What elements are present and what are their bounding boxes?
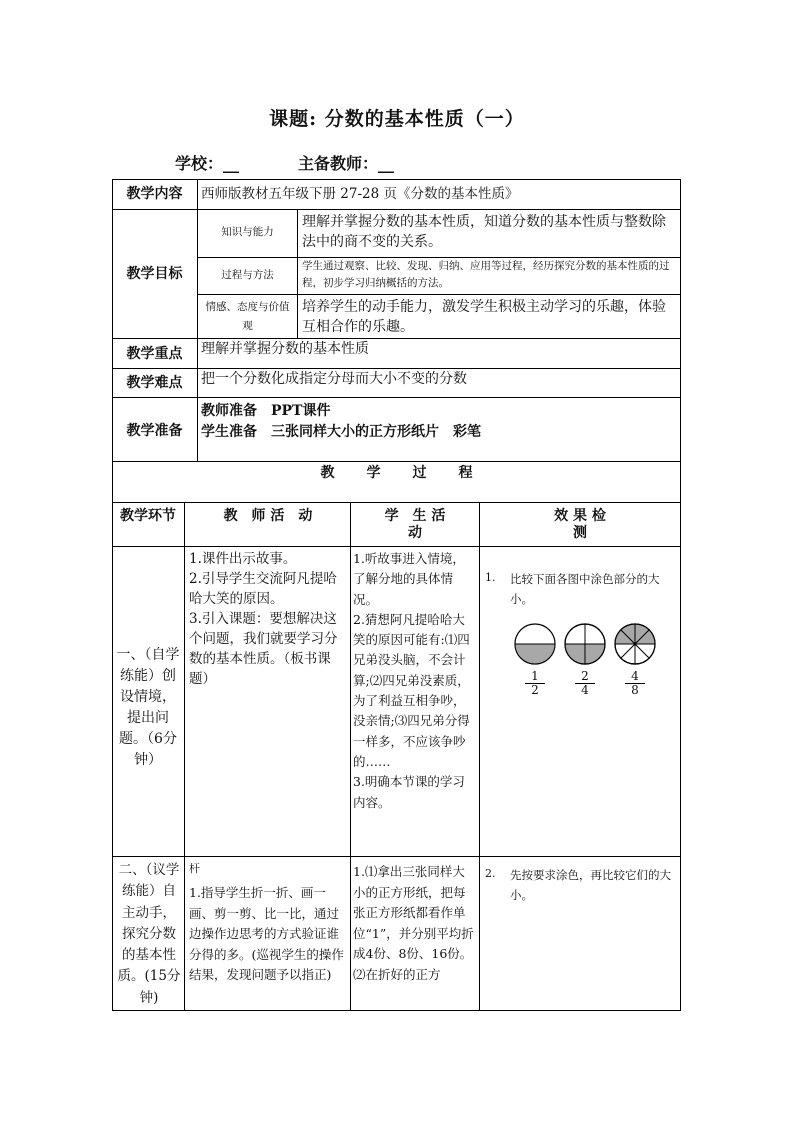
stage-1-check-number: 1. (485, 571, 496, 584)
difficulty-label: 教学难点 (126, 375, 183, 391)
page-title: 课题: 分数的基本性质（一） (269, 108, 525, 130)
key-point-value: 理解并掌握分数的基本性质 (201, 341, 369, 357)
stage-2-check-number: 2. (485, 867, 496, 880)
fraction-figures (510, 622, 680, 666)
stage-1-label: 一、（自学练能）创设情境，提出问题。（6分钟） (116, 647, 180, 768)
prep-label: 教学准备 (126, 423, 183, 439)
stage-1-teacher-activity: 1.课件出示故事。 2.引导学生交流阿凡提哈哈大笑的原因。 3.引入课题：要想解决这个问题，我们就要学习分数的基本性质。（板书课题） (189, 551, 338, 687)
lesson-plan-table (112, 179, 681, 1011)
stage-1-student-activity: 1.听故事进入情境，了解分地的具体情况。 2.猜想阿凡提哈哈大笑的原因可能有:⑴四兄弟没头脑，不会计算;⑵四兄弟没素质，为了利益互相争吵，没亲情;⑶四兄弟分得一样多，不应该争吵的…… 3.明确本节课的学习内容。 (353, 551, 470, 810)
difficulty-value: 把一个分数化成指定分母而大小不变的分数 (201, 371, 467, 387)
circle-half-figure (515, 624, 555, 664)
stage-1-check-text: 比较下面各图中涂色部分的大小。 (510, 572, 660, 606)
process-title: 教学过程 (320, 465, 505, 481)
fraction-4-8: $\frac{4}{8}$ (625, 670, 645, 697)
stage-2-check-text: 先按要求涂色，再比较它们的大小。 (510, 868, 671, 902)
content-value: 西师版教材五年级下册 27-28 页《分数的基本性质》 (201, 186, 519, 202)
key-point-label: 教学重点 (126, 346, 183, 362)
col-stage-header: 教学环节 (120, 508, 176, 524)
lead-teacher-field: 主备教师：__ (298, 154, 395, 173)
circle-quarters-figure (565, 624, 605, 664)
col-student-header: 学 生 活 动 (384, 508, 460, 541)
prep-student: 学生准备 三张同样大小的正方形纸片 彩笔 (201, 424, 481, 440)
fraction-1-2: $\frac{1}{2}$ (525, 670, 545, 697)
stage-2-label: 二、（议学练能）自主动手，探究分数的基本性质。(15分钟) (117, 862, 181, 1006)
goal-process-text: 学生通过观察、比较、发现、归纳、应用等过程，经历探究分数的基本性质的过程，初步学习归纳概括的方法。 (302, 260, 670, 289)
goal-knowledge-label: 知识与能力 (221, 226, 274, 238)
goal-process-label: 过程与方法 (221, 269, 274, 281)
circle-eighths-figure (615, 624, 655, 664)
goal-knowledge-text: 理解并掌握分数的基本性质，知道分数的基本性质与整数除法中的商不变的关系。 (302, 214, 666, 250)
goal-attitude-label: 情感、态度与价值观 (205, 301, 290, 332)
prep-teacher: 教师准备 PPT课件 (201, 403, 331, 419)
stage-2-teacher-mark: 杆 (189, 862, 200, 875)
goal-attitude-text: 培养学生的动手能力，激发学生积极主动学习的乐趣，体验互相合作的乐趣。 (302, 299, 666, 335)
fraction-2-4: $\frac{2}{4}$ (575, 670, 595, 697)
col-teacher-header: 教 师 活 动 (223, 508, 313, 524)
goals-label: 教学目标 (126, 266, 183, 282)
school-field: 学校：__ (175, 154, 240, 173)
stage-2-student-activity: 1.⑴拿出三张同样大小的正方形纸，把每张正方形纸都看作单位“1”，并分别平均折成4份、8份、16份。 ⑵在折好的正方 (353, 864, 474, 982)
stage-2-teacher-activity: 1.指导学生折一折、画一画、剪一剪、比一比，通过边操作边思考的方式验证谁分得的多。(巡视学生的操作结果，发现问题予以指正) (189, 885, 344, 982)
col-check-header: 效 果 检 测 (554, 508, 606, 541)
content-label: 教学内容 (126, 186, 183, 202)
